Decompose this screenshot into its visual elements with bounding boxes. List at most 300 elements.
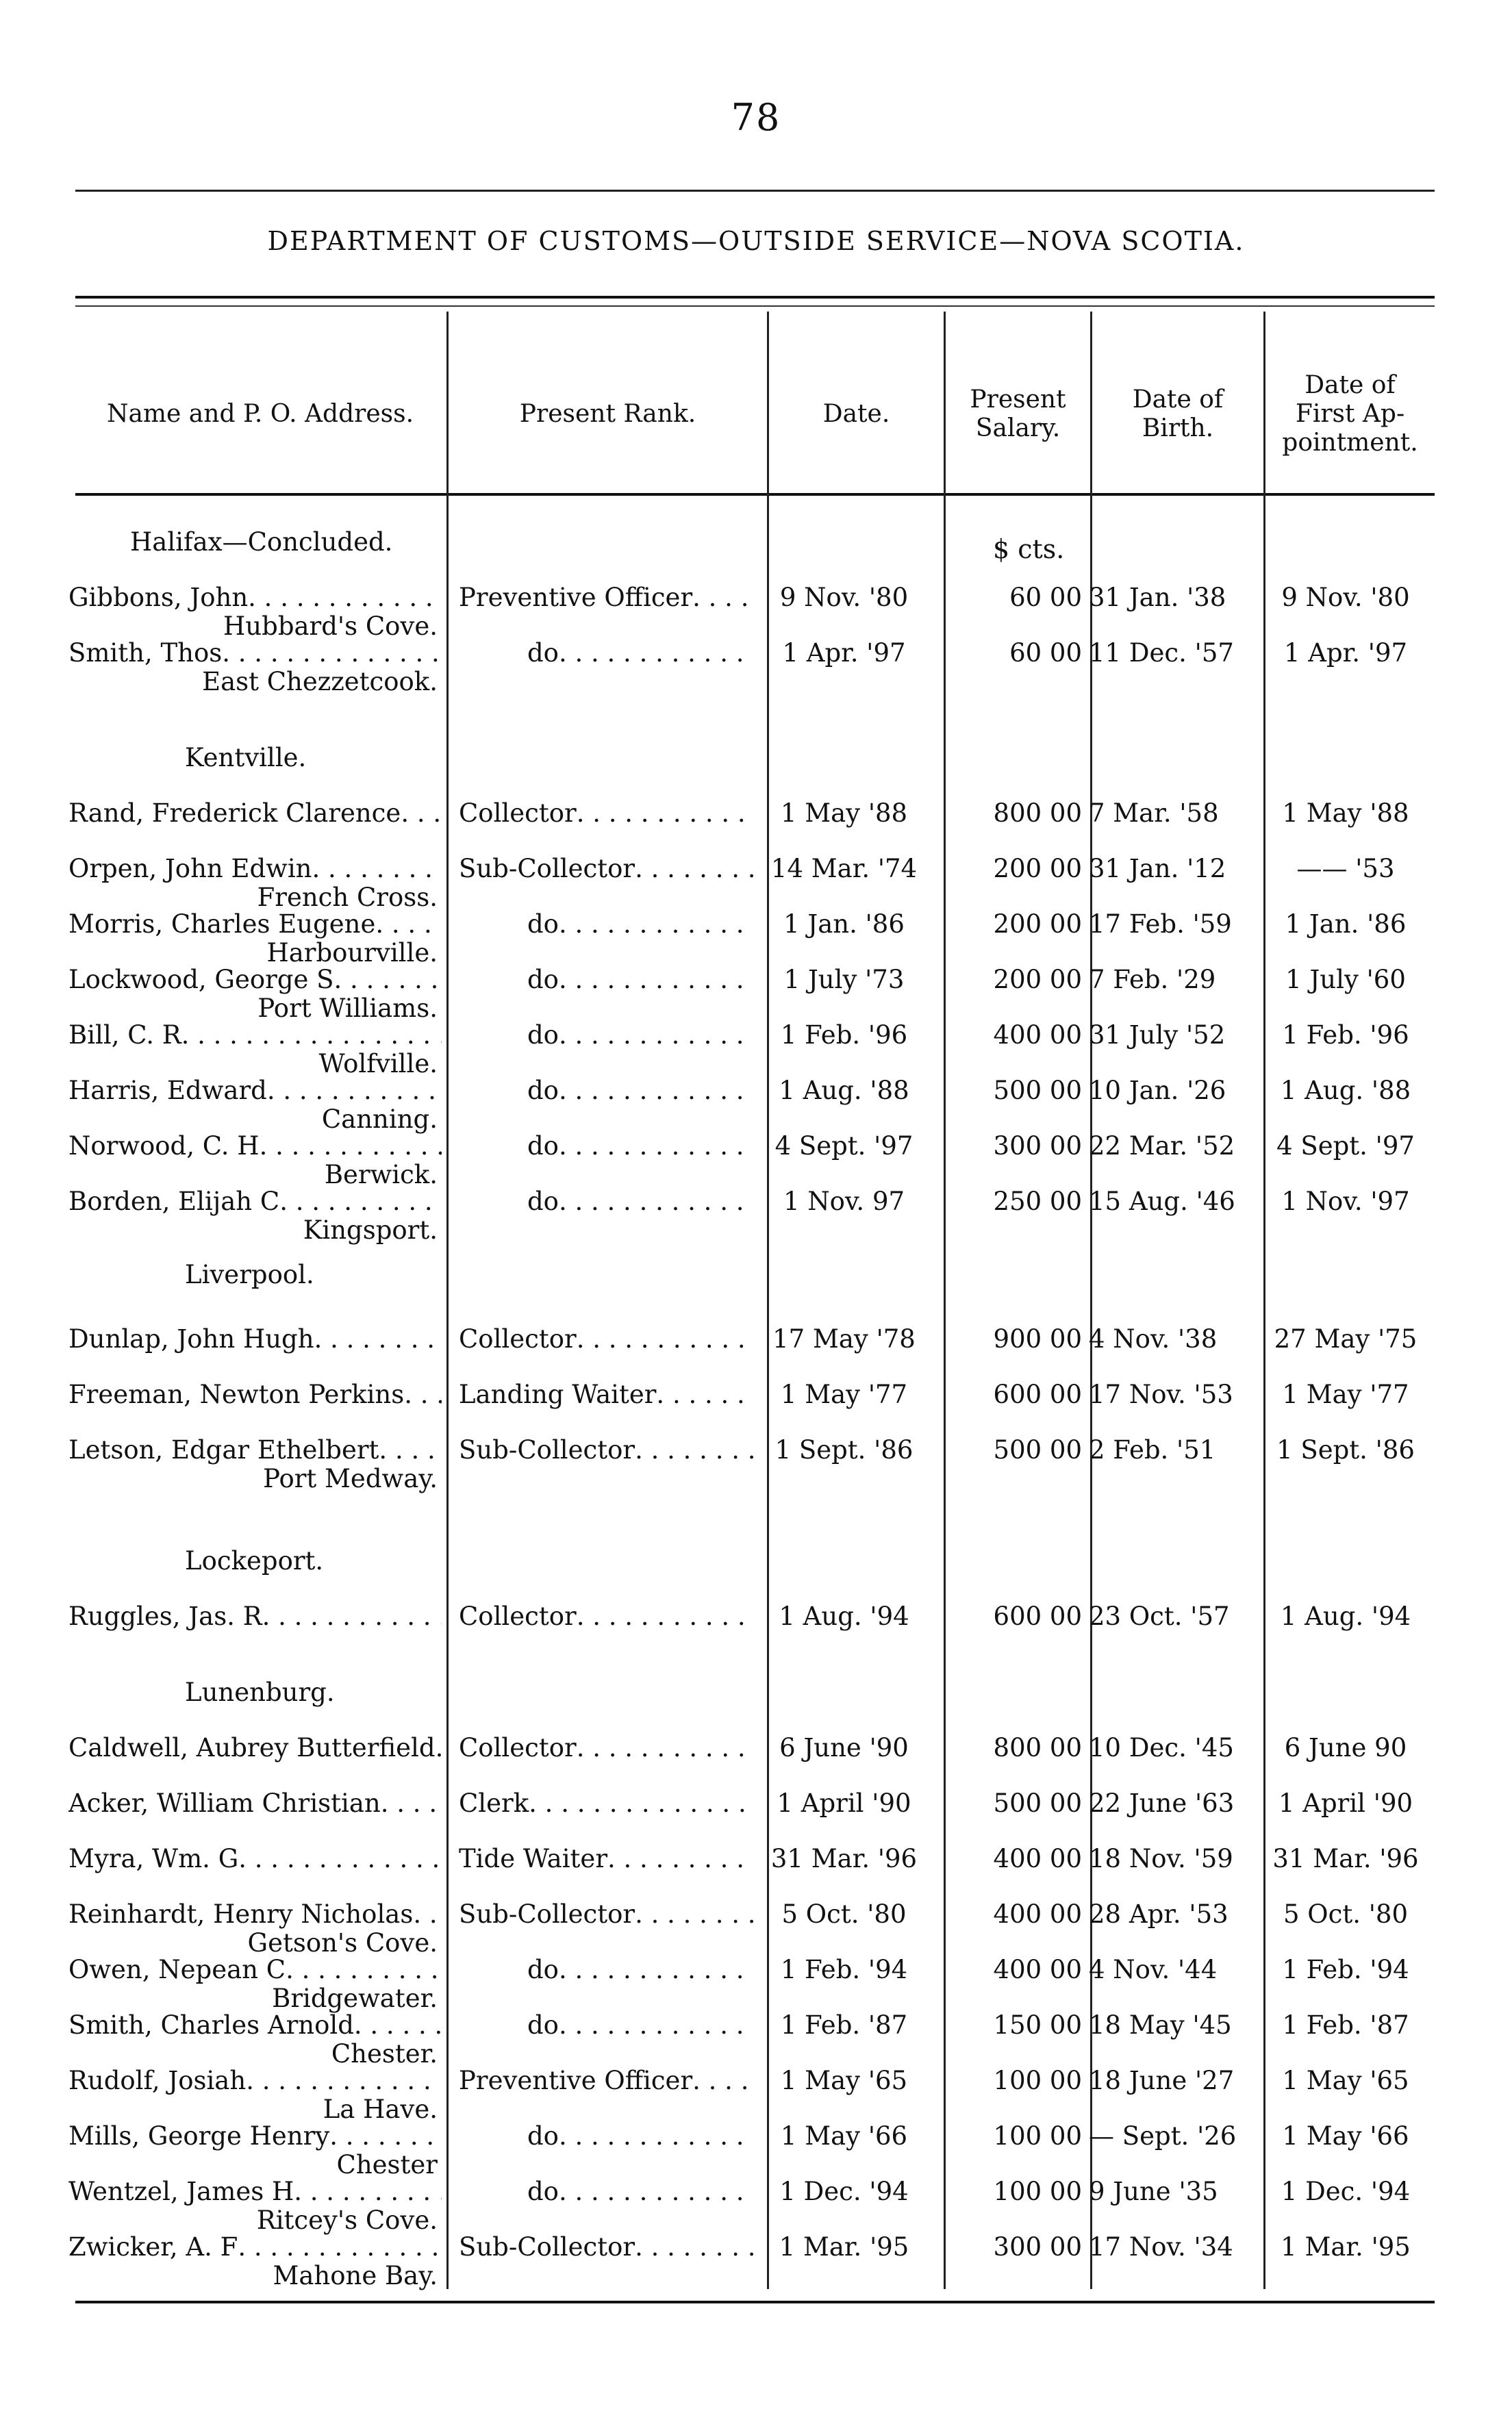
dot-leader bbox=[692, 2067, 753, 2095]
date-cell: 17 May '78 bbox=[772, 1325, 916, 1354]
present-rank: do bbox=[527, 2011, 559, 2040]
first-appointment-cell: 1 Feb. '96 bbox=[1282, 1021, 1409, 1050]
person-name: Mills, George Henry bbox=[68, 2122, 330, 2151]
first-appointment-cell: 4 Sept. '97 bbox=[1276, 1132, 1415, 1161]
name-cell bbox=[68, 965, 442, 1023]
post-office-address: French Cross. bbox=[257, 883, 438, 912]
rank-cell bbox=[459, 855, 753, 883]
first-appointment-cell: 5 Oct. '80 bbox=[1283, 1900, 1408, 1929]
dot-leader bbox=[379, 1436, 442, 1465]
first-appointment-cell: 1 May '88 bbox=[1282, 799, 1409, 828]
person-name: Zwicker, A. F bbox=[68, 2233, 238, 2262]
birth-date-cell: 18 Nov. '59 bbox=[1089, 1845, 1233, 1873]
name-cell bbox=[68, 1076, 442, 1134]
date-cell: 1 Apr. '97 bbox=[782, 639, 906, 668]
birth-date-cell: 17 Nov. '53 bbox=[1089, 1380, 1233, 1409]
person-name: Harris, Edward bbox=[68, 1076, 267, 1105]
top-rule bbox=[75, 190, 1435, 192]
first-appointment-cell: 1 Apr. '97 bbox=[1283, 639, 1408, 668]
salary-cell: 300 00 bbox=[993, 2233, 1082, 2262]
dot-leader bbox=[222, 639, 442, 668]
salary-cell: 60 00 bbox=[1009, 583, 1082, 612]
first-appointment-cell: 27 May '75 bbox=[1274, 1325, 1418, 1354]
birth-date-cell: 31 July '52 bbox=[1089, 1021, 1226, 1050]
dot-leader bbox=[267, 1076, 442, 1105]
dot-leader bbox=[559, 2122, 753, 2151]
salary-cell: 300 00 bbox=[993, 1132, 1082, 1161]
birth-date-cell: 28 Apr. '53 bbox=[1089, 1900, 1228, 1929]
table-row bbox=[0, 855, 1512, 912]
section-heading: Lunenburg. bbox=[185, 1678, 335, 1707]
dot-leader bbox=[181, 1021, 442, 1050]
rank-cell bbox=[459, 1602, 753, 1631]
section-heading: Liverpool. bbox=[185, 1260, 314, 1289]
date-cell: 1 Feb. '87 bbox=[780, 2011, 908, 2040]
table-row bbox=[0, 1956, 1512, 2013]
name-cell bbox=[68, 2067, 442, 2124]
dot-leader bbox=[413, 1900, 442, 1929]
person-name: Myra, Wm. G bbox=[68, 1845, 239, 1873]
dot-leader bbox=[375, 910, 442, 939]
post-office-address: Wolfville. bbox=[318, 1049, 438, 1078]
salary-cell: 200 00 bbox=[993, 910, 1082, 939]
rank-cell bbox=[459, 1789, 753, 1818]
post-office-address: Kingsport. bbox=[303, 1215, 438, 1245]
present-rank: Collector bbox=[459, 1325, 577, 1354]
date-cell: 1 May '77 bbox=[780, 1380, 908, 1409]
present-rank: Sub-Collector bbox=[459, 855, 635, 883]
post-office-address: Berwick. bbox=[324, 1160, 438, 1189]
table-row bbox=[0, 639, 1512, 696]
table-row bbox=[0, 1380, 1512, 1434]
salary-cell: 900 00 bbox=[993, 1325, 1082, 1354]
person-name: Lockwood, George S bbox=[68, 965, 334, 994]
person-name: Norwood, C. H bbox=[68, 1132, 260, 1161]
birth-date-cell: 9 June '35 bbox=[1089, 2177, 1218, 2206]
birth-date-cell: 4 Nov. '44 bbox=[1089, 1956, 1218, 1984]
present-rank: Landing Waiter bbox=[459, 1380, 657, 1409]
rank-cell bbox=[459, 1734, 753, 1762]
table-row bbox=[0, 1076, 1512, 1134]
person-name: Rand, Frederick Clarence bbox=[68, 799, 401, 828]
first-appointment-cell: 1 Jan. '86 bbox=[1285, 910, 1407, 939]
rank-cell bbox=[459, 799, 753, 828]
table-row bbox=[0, 965, 1512, 1023]
birth-date-cell: 17 Feb. '59 bbox=[1089, 910, 1232, 939]
person-name: Dunlap, John Hugh bbox=[68, 1325, 314, 1354]
section-heading: Halifax—Concluded. bbox=[130, 527, 393, 557]
table-row bbox=[0, 1021, 1512, 1078]
birth-date-cell: 22 June '63 bbox=[1089, 1789, 1235, 1818]
header-rule-bottom bbox=[75, 493, 1435, 496]
first-appointment-cell: 1 April '90 bbox=[1278, 1789, 1413, 1818]
dot-leader bbox=[559, 910, 753, 939]
salary-cell: 400 00 bbox=[993, 1021, 1082, 1050]
name-cell bbox=[68, 1325, 442, 1354]
present-rank: Collector bbox=[459, 799, 577, 828]
person-name: Morris, Charles Eugene bbox=[68, 910, 376, 939]
dot-leader bbox=[559, 1132, 753, 1161]
dot-leader bbox=[312, 855, 442, 883]
post-office-address: Canning. bbox=[321, 1104, 438, 1134]
dot-leader bbox=[577, 799, 753, 828]
salary-cell: 100 00 bbox=[993, 2122, 1082, 2151]
salary-cell: 200 00 bbox=[993, 965, 1082, 994]
first-appointment-cell: 1 May '77 bbox=[1282, 1380, 1409, 1409]
table-row bbox=[0, 1845, 1512, 1898]
first-appointment-cell: 1 Feb. '87 bbox=[1282, 2011, 1409, 2040]
table-row bbox=[0, 1325, 1512, 1378]
table-row bbox=[0, 2122, 1512, 2179]
dot-leader bbox=[262, 1602, 442, 1631]
first-appointment-cell: 1 May '65 bbox=[1282, 2067, 1409, 2095]
table-row bbox=[0, 2067, 1512, 2124]
dot-leader bbox=[577, 1734, 753, 1762]
salary-cell: 60 00 bbox=[1009, 639, 1082, 668]
present-rank: Preventive Officer bbox=[459, 2067, 693, 2095]
table-row bbox=[0, 583, 1512, 641]
dot-leader bbox=[559, 1021, 753, 1050]
name-cell bbox=[68, 2122, 442, 2179]
person-name: Borden, Elijah C bbox=[68, 1187, 280, 1216]
person-name: Letson, Edgar Ethelbert bbox=[68, 1436, 379, 1465]
post-office-address: Hubbard's Cove. bbox=[223, 611, 438, 641]
present-rank: do bbox=[527, 2177, 559, 2206]
dot-leader bbox=[246, 2067, 442, 2095]
salary-cell: 500 00 bbox=[993, 1789, 1082, 1818]
post-office-address: Ritcey's Cove. bbox=[256, 2206, 438, 2235]
name-cell bbox=[68, 799, 442, 828]
first-appointment-cell: 6 June 90 bbox=[1284, 1734, 1407, 1762]
salary-cell: 400 00 bbox=[993, 1956, 1082, 1984]
post-office-address: Chester bbox=[336, 2150, 438, 2179]
rank-cell bbox=[459, 1187, 753, 1216]
header-rank: Present Rank. bbox=[519, 400, 696, 428]
post-office-address: Getson's Cove. bbox=[247, 1928, 438, 1958]
present-rank: do bbox=[527, 910, 559, 939]
name-cell bbox=[68, 1845, 442, 1873]
dot-leader bbox=[248, 583, 442, 612]
birth-date-cell: 7 Feb. '29 bbox=[1089, 965, 1216, 994]
date-cell: 1 Dec. '94 bbox=[779, 2177, 909, 2206]
present-rank: do bbox=[527, 2122, 559, 2151]
rank-cell bbox=[459, 1956, 753, 1984]
present-rank: do bbox=[527, 1021, 559, 1050]
rank-cell bbox=[459, 2067, 753, 2095]
name-cell bbox=[68, 910, 442, 968]
page-number: 78 bbox=[731, 96, 781, 139]
salary-cell: 200 00 bbox=[993, 855, 1082, 883]
dot-leader bbox=[529, 1789, 753, 1818]
section-heading: Lockeport. bbox=[185, 1546, 324, 1576]
salary-cell: 100 00 bbox=[993, 2067, 1082, 2095]
name-cell bbox=[68, 1900, 442, 1958]
dot-leader bbox=[635, 1900, 753, 1929]
rank-cell bbox=[459, 1900, 753, 1929]
birth-date-cell: 18 May '45 bbox=[1089, 2011, 1232, 2040]
date-cell: 1 Sept. '86 bbox=[774, 1436, 914, 1465]
birth-date-cell: 10 Dec. '45 bbox=[1089, 1734, 1234, 1762]
name-cell bbox=[68, 1789, 442, 1818]
table-row bbox=[0, 1789, 1512, 1843]
birth-date-cell: 17 Nov. '34 bbox=[1089, 2233, 1233, 2262]
dot-leader bbox=[635, 2233, 753, 2262]
dot-leader bbox=[635, 1436, 753, 1465]
salary-cell: 600 00 bbox=[993, 1602, 1082, 1631]
table-row bbox=[0, 1900, 1512, 1958]
date-cell: 1 Aug. '88 bbox=[779, 1076, 909, 1105]
table-row bbox=[0, 1436, 1512, 1493]
rank-cell bbox=[459, 1076, 753, 1105]
person-name: Caldwell, Aubrey Butterfield bbox=[68, 1734, 436, 1762]
date-cell: 31 Mar. '96 bbox=[770, 1845, 918, 1873]
date-cell: 6 June '90 bbox=[779, 1734, 909, 1762]
table-row bbox=[0, 1602, 1512, 1656]
header-rule-top bbox=[75, 296, 1435, 299]
person-name: Rudolf, Josiah bbox=[68, 2067, 247, 2095]
salary-cell: 400 00 bbox=[993, 1845, 1082, 1873]
birth-date-cell: 31 Jan. '38 bbox=[1089, 583, 1226, 612]
date-cell: 1 May '65 bbox=[780, 2067, 908, 2095]
present-rank: Sub-Collector bbox=[459, 2233, 635, 2262]
date-cell: 1 Feb. '96 bbox=[780, 1021, 908, 1050]
dot-leader bbox=[314, 1325, 442, 1354]
name-cell bbox=[68, 2177, 442, 2235]
present-rank: Collector bbox=[459, 1734, 577, 1762]
dot-leader bbox=[238, 1845, 442, 1873]
dot-leader bbox=[279, 1187, 442, 1216]
birth-date-cell: 10 Jan. '26 bbox=[1089, 1076, 1226, 1105]
table-row bbox=[0, 1187, 1512, 1245]
post-office-address: Port Medway. bbox=[263, 1464, 438, 1493]
dot-leader bbox=[238, 2233, 442, 2262]
table-row bbox=[0, 2011, 1512, 2069]
name-cell bbox=[68, 2233, 442, 2290]
birth-date-cell: 15 Aug. '46 bbox=[1089, 1187, 1235, 1216]
first-appointment-cell: 31 Mar. '96 bbox=[1272, 1845, 1419, 1873]
present-rank: Preventive Officer bbox=[459, 583, 693, 612]
dot-leader bbox=[354, 2011, 442, 2040]
birth-date-cell: 31 Jan. '12 bbox=[1089, 855, 1226, 883]
salary-cell: 150 00 bbox=[993, 2011, 1082, 2040]
first-appointment-cell: 1 Feb. '94 bbox=[1282, 1956, 1409, 1984]
present-rank: do bbox=[527, 639, 559, 668]
person-name: Freeman, Newton Perkins bbox=[68, 1380, 405, 1409]
dot-leader bbox=[329, 2122, 442, 2151]
dot-leader bbox=[656, 1380, 753, 1409]
rank-cell bbox=[459, 1845, 753, 1873]
rank-cell bbox=[459, 583, 753, 612]
present-rank: do bbox=[527, 965, 559, 994]
page-title: DEPARTMENT OF CUSTOMS—OUTSIDE SERVICE—NOVA SCOTIA. bbox=[267, 226, 1245, 256]
date-cell: 1 Feb. '94 bbox=[780, 1956, 908, 1984]
person-name: Orpen, John Edwin bbox=[68, 855, 312, 883]
present-rank: Clerk bbox=[459, 1789, 529, 1818]
rank-cell bbox=[459, 910, 753, 939]
dot-leader bbox=[577, 1602, 753, 1631]
first-appointment-cell: 1 Dec. '94 bbox=[1281, 2177, 1411, 2206]
birth-date-cell: 18 June '27 bbox=[1089, 2067, 1235, 2095]
header-date: Date. bbox=[822, 400, 890, 428]
header-salary: Present Salary. bbox=[970, 386, 1066, 442]
first-appointment-cell: 1 Nov. '97 bbox=[1281, 1187, 1410, 1216]
date-cell: 1 May '66 bbox=[780, 2122, 908, 2151]
rank-cell bbox=[459, 1132, 753, 1161]
rank-cell bbox=[459, 1325, 753, 1354]
date-cell: 1 Mar. '95 bbox=[779, 2233, 909, 2262]
birth-date-cell: 7 Mar. '58 bbox=[1089, 799, 1219, 828]
name-cell bbox=[68, 855, 442, 912]
name-cell bbox=[68, 1187, 442, 1245]
dot-leader bbox=[559, 965, 753, 994]
dot-leader bbox=[577, 1325, 753, 1354]
dot-leader bbox=[334, 965, 442, 994]
table-bottom-rule bbox=[75, 2301, 1435, 2303]
name-cell bbox=[68, 1734, 442, 1762]
post-office-address: Chester. bbox=[331, 2039, 438, 2069]
table-row bbox=[0, 1734, 1512, 1787]
present-rank: do bbox=[527, 1956, 559, 1984]
name-cell bbox=[68, 1132, 442, 1189]
first-appointment-cell: 1 Mar. '95 bbox=[1281, 2233, 1411, 2262]
rank-cell bbox=[459, 965, 753, 994]
table-row bbox=[0, 1132, 1512, 1189]
person-name: Smith, Thos bbox=[68, 639, 223, 668]
name-cell bbox=[68, 639, 442, 696]
dot-leader bbox=[559, 1187, 753, 1216]
dot-leader bbox=[607, 1845, 753, 1873]
birth-date-cell: 23 Oct. '57 bbox=[1089, 1602, 1230, 1631]
salary-cell: 400 00 bbox=[993, 1900, 1082, 1929]
dot-leader bbox=[436, 1734, 442, 1762]
dot-leader bbox=[559, 2011, 753, 2040]
dot-leader bbox=[559, 639, 753, 668]
birth-date-cell: 11 Dec. '57 bbox=[1089, 639, 1234, 668]
post-office-address: Harbourville. bbox=[266, 938, 438, 968]
date-cell: 1 Aug. '94 bbox=[779, 1602, 909, 1631]
date-cell: 1 July '73 bbox=[783, 965, 905, 994]
salary-cell: 800 00 bbox=[993, 1734, 1082, 1762]
birth-date-cell: 4 Nov. '38 bbox=[1089, 1325, 1218, 1354]
rank-cell bbox=[459, 1021, 753, 1050]
birth-date-cell: 2 Feb. '51 bbox=[1089, 1436, 1216, 1465]
salary-cell: 500 00 bbox=[993, 1076, 1082, 1105]
dot-leader bbox=[559, 2177, 753, 2206]
person-name: Acker, William Christian bbox=[68, 1789, 381, 1818]
date-cell: 5 Oct. '80 bbox=[781, 1900, 907, 1929]
present-rank: Sub-Collector bbox=[459, 1900, 635, 1929]
name-cell bbox=[68, 1021, 442, 1078]
dot-leader bbox=[404, 1380, 442, 1409]
first-appointment-cell: 1 Sept. '86 bbox=[1276, 1436, 1415, 1465]
present-rank: Sub-Collector bbox=[459, 1436, 635, 1465]
present-rank: Collector bbox=[459, 1602, 577, 1631]
dot-leader bbox=[381, 1789, 442, 1818]
date-cell: 1 Jan. '86 bbox=[783, 910, 905, 939]
table-row bbox=[0, 910, 1512, 968]
post-office-address: Bridgewater. bbox=[272, 1984, 438, 2013]
post-office-address: Port Williams. bbox=[257, 994, 438, 1023]
post-office-address: Mahone Bay. bbox=[273, 2261, 438, 2290]
name-cell bbox=[68, 2011, 442, 2069]
dot-leader bbox=[559, 1956, 753, 1984]
dot-leader bbox=[692, 583, 753, 612]
rank-cell bbox=[459, 2177, 753, 2206]
table-row bbox=[0, 2233, 1512, 2290]
rank-cell bbox=[459, 2122, 753, 2151]
present-rank: do bbox=[527, 1187, 559, 1216]
table-row bbox=[0, 799, 1512, 852]
name-cell bbox=[68, 1380, 442, 1409]
header-rule-top-inner bbox=[75, 305, 1435, 307]
birth-date-cell: — Sept. '26 bbox=[1089, 2122, 1237, 2151]
name-cell bbox=[68, 1436, 442, 1493]
first-appointment-cell: 1 Aug. '88 bbox=[1280, 1076, 1411, 1105]
first-appointment-cell: 1 May '66 bbox=[1282, 2122, 1409, 2151]
salary-cell: 800 00 bbox=[993, 799, 1082, 828]
table-row bbox=[0, 2177, 1512, 2235]
salary-cell: 250 00 bbox=[993, 1187, 1082, 1216]
rank-cell bbox=[459, 1436, 753, 1465]
name-cell bbox=[68, 1956, 442, 2013]
dot-leader bbox=[559, 1076, 753, 1105]
header-first-appointment: Date of First Ap- pointment. bbox=[1282, 371, 1418, 457]
first-appointment-cell: 9 Nov. '80 bbox=[1281, 583, 1410, 612]
name-cell bbox=[68, 1602, 442, 1631]
dot-leader bbox=[260, 1132, 442, 1161]
post-office-address: La Have. bbox=[323, 2095, 438, 2124]
section-heading: Kentville. bbox=[185, 743, 307, 772]
present-rank: Tide Waiter bbox=[459, 1845, 608, 1873]
person-name: Owen, Nepean C bbox=[68, 1956, 286, 1984]
dot-leader bbox=[401, 799, 442, 828]
rank-cell bbox=[459, 2233, 753, 2262]
date-cell: 1 April '90 bbox=[777, 1789, 911, 1818]
salary-cell: 500 00 bbox=[993, 1436, 1082, 1465]
person-name: Bill, C. R bbox=[68, 1021, 181, 1050]
present-rank: do bbox=[527, 1132, 559, 1161]
salary-cell: 100 00 bbox=[993, 2177, 1082, 2206]
first-appointment-cell: 1 Aug. '94 bbox=[1280, 1602, 1411, 1631]
person-name: Reinhardt, Henry Nicholas bbox=[68, 1900, 414, 1929]
person-name: Wentzel, James H bbox=[68, 2177, 294, 2206]
currency-label: $ cts. bbox=[993, 534, 1065, 564]
dot-leader bbox=[635, 855, 753, 883]
person-name: Smith, Charles Arnold bbox=[68, 2011, 354, 2040]
date-cell: 1 Nov. 97 bbox=[783, 1187, 905, 1216]
dot-leader bbox=[294, 2177, 442, 2206]
present-rank: do bbox=[527, 1076, 559, 1105]
date-cell: 1 May '88 bbox=[780, 799, 908, 828]
birth-date-cell: 22 Mar. '52 bbox=[1089, 1132, 1235, 1161]
person-name: Ruggles, Jas. R bbox=[68, 1602, 262, 1631]
dot-leader bbox=[286, 1956, 442, 1984]
date-cell: 4 Sept. '97 bbox=[774, 1132, 914, 1161]
rank-cell bbox=[459, 639, 753, 668]
name-cell bbox=[68, 583, 442, 641]
header-birth: Date of Birth. bbox=[1132, 386, 1224, 442]
first-appointment-cell: 1 July '60 bbox=[1285, 965, 1406, 994]
post-office-address: East Chezzetcook. bbox=[202, 667, 438, 696]
header-name: Name and P. O. Address. bbox=[106, 400, 414, 428]
rank-cell bbox=[459, 2011, 753, 2040]
date-cell: 14 Mar. '74 bbox=[770, 855, 918, 883]
person-name: Gibbons, John bbox=[68, 583, 249, 612]
date-cell: 9 Nov. '80 bbox=[779, 583, 909, 612]
first-appointment-cell: —— '53 bbox=[1296, 855, 1395, 883]
salary-cell: 600 00 bbox=[993, 1380, 1082, 1409]
rank-cell bbox=[459, 1380, 753, 1409]
